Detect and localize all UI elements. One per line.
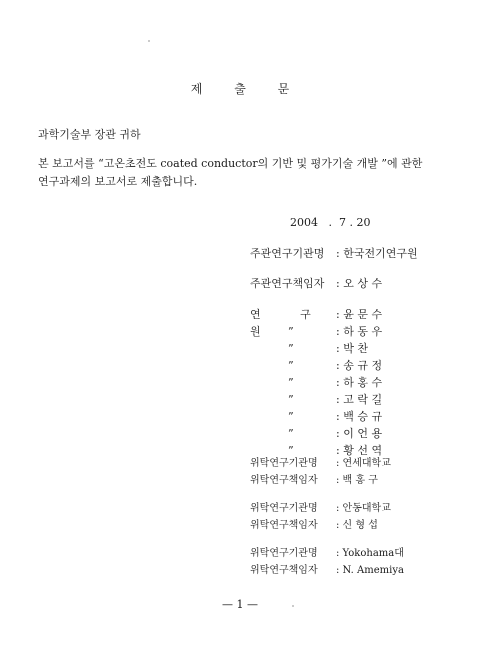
researcher-name: : 하 동 우 (336, 325, 383, 338)
contractor-org-value: : 연세대학교 (336, 458, 391, 469)
ditto-mark: ” (288, 342, 294, 355)
contractor-lead-value: : 백 홍 구 (336, 475, 378, 486)
researcher-row (250, 391, 382, 408)
contractor-lead-row (250, 562, 404, 579)
main-org-label: 주관연구기관명 (250, 247, 325, 260)
contractor-lead-value: : N. Amemiya (336, 565, 404, 576)
main-org-block (250, 245, 418, 262)
ditto-mark: ” (288, 444, 294, 457)
main-lead-row (250, 275, 382, 292)
researcher-row (250, 340, 382, 357)
contractor-block-2 (250, 500, 391, 534)
page-number: — 1 — (222, 598, 258, 611)
researcher-row (250, 323, 382, 340)
contractor-org-value: : Yokohama대 (336, 548, 404, 559)
researcher-row (250, 374, 382, 391)
researcher-name: : 황 선 역 (336, 444, 383, 457)
researcher-name: : 고 락 길 (336, 393, 383, 406)
contractor-block-3 (250, 545, 404, 579)
ditto-mark: ” (288, 376, 294, 389)
addressee: 과학기술부 장관 귀하 (38, 128, 141, 141)
scan-speck (292, 605, 294, 607)
contractor-lead-label: 위탁연구책임자 (250, 565, 318, 576)
ditto-mark: ” (288, 427, 294, 440)
contractor-org-label: 위탁연구기관명 (250, 548, 318, 559)
contractor-org-row (250, 455, 391, 472)
ditto-mark: ” (288, 410, 294, 423)
contractor-org-value: : 안동대학교 (336, 503, 391, 514)
researcher-row (250, 357, 382, 374)
contractor-lead-label: 위탁연구책임자 (250, 520, 318, 531)
researcher-name: : 하 홍 수 (336, 376, 383, 389)
contractor-org-row (250, 500, 391, 517)
researchers-block (250, 306, 382, 459)
main-lead-value: : 오 상 수 (336, 277, 383, 290)
researcher-name: : 이 언 용 (336, 427, 383, 440)
researcher-name: : 박 찬 (336, 342, 368, 355)
contractor-org-row (250, 545, 404, 562)
document-title: 제 출 문 (190, 82, 304, 96)
ditto-mark: ” (288, 393, 294, 406)
submission-statement (38, 155, 458, 191)
contractor-org-label: 위탁연구기관명 (250, 458, 318, 469)
main-org-value: : 한국전기연구원 (336, 247, 418, 260)
researcher-row (250, 408, 382, 425)
scan-speck (148, 40, 150, 42)
statement-line-1: 본 보고서를 “고온초전도 coated conductor의 기반 및 평가기술 개발 ”에 관한 (38, 157, 423, 170)
researchers-label: 연 구 원 (250, 308, 329, 338)
main-org-row (250, 245, 418, 262)
researcher-row (250, 425, 382, 442)
statement-line-2: 연구과제의 보고서로 제출합니다. (38, 175, 198, 188)
contractor-block-1 (250, 455, 391, 489)
contractor-lead-label: 위탁연구책임자 (250, 475, 318, 486)
contractor-org-label: 위탁연구기관명 (250, 503, 318, 514)
ditto-mark: ” (288, 325, 294, 338)
main-lead-label: 주관연구책임자 (250, 277, 325, 290)
contractor-lead-row (250, 517, 391, 534)
submission-date: 2004 . 7 . 20 (290, 216, 371, 229)
researcher-name: : 백 승 규 (336, 410, 383, 423)
researcher-name: : 윤 문 수 (336, 308, 383, 321)
ditto-mark: ” (288, 359, 294, 372)
contractor-lead-value: : 신 형 섭 (336, 520, 378, 531)
main-lead-block (250, 275, 382, 292)
contractor-lead-row (250, 472, 391, 489)
researcher-name: : 송 규 정 (336, 359, 383, 372)
